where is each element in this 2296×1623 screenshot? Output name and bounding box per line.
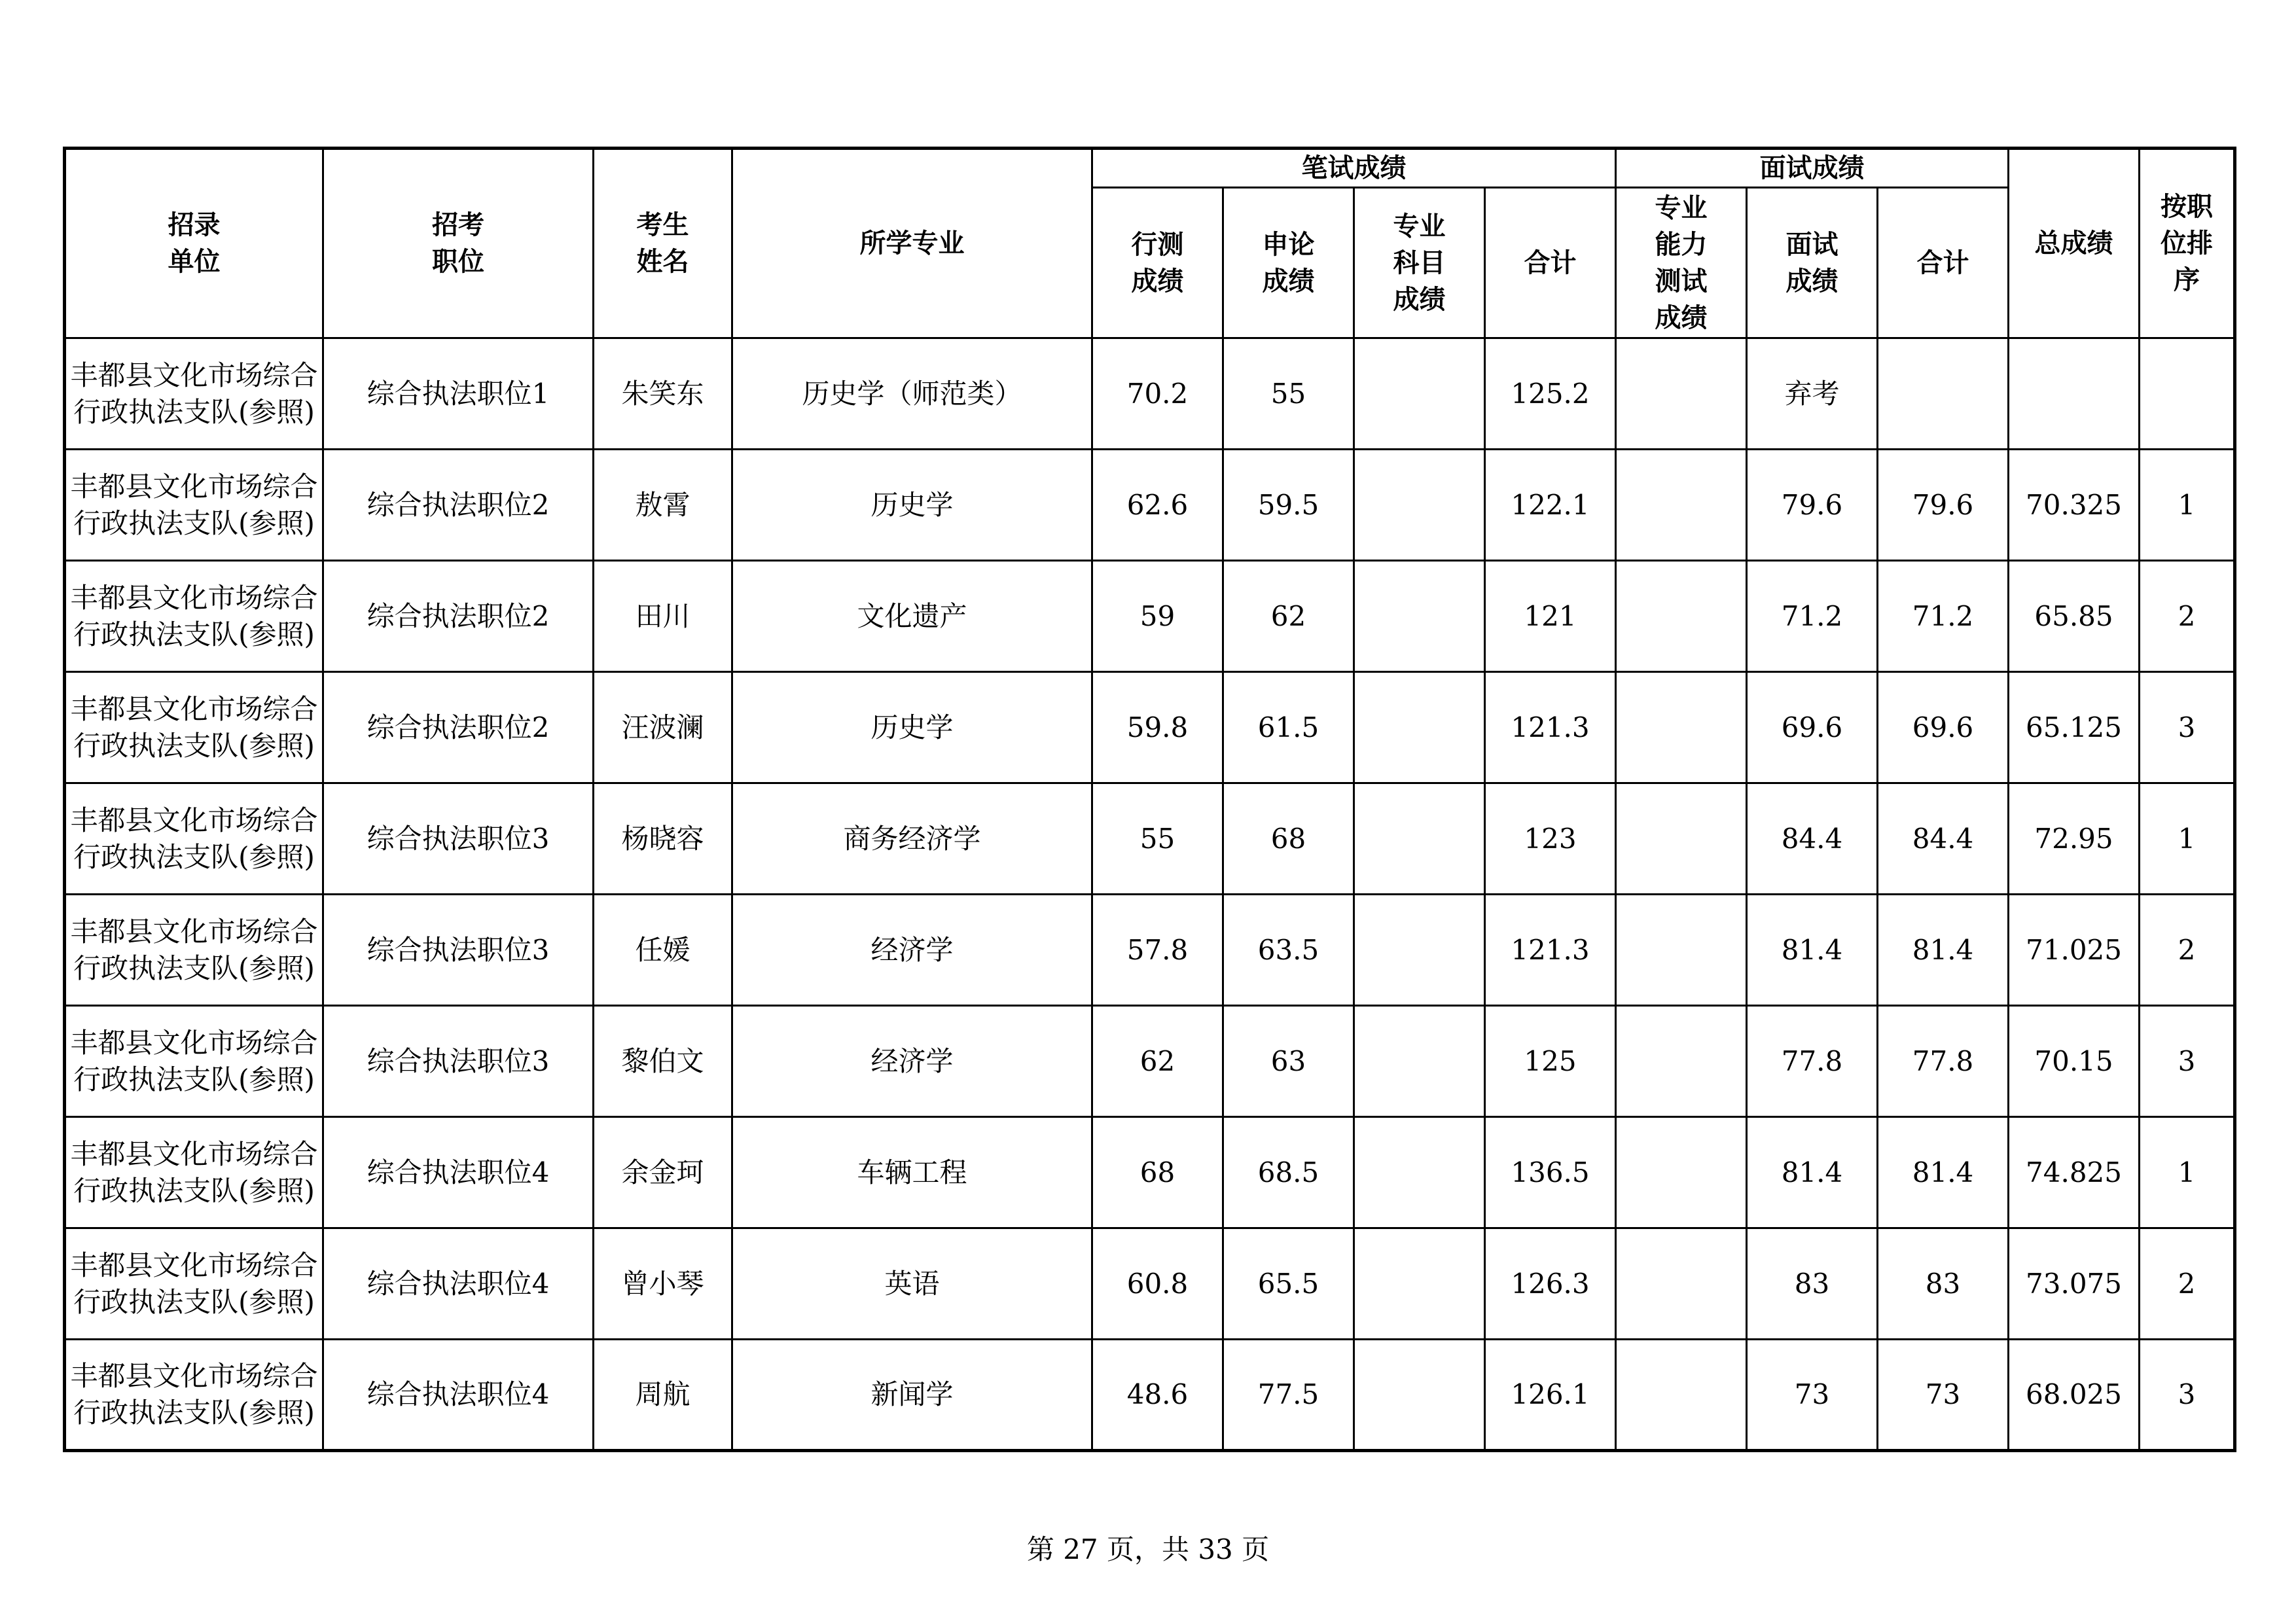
cell-interview: 71.2 [1747,561,1878,672]
cell-shenlun: 63.5 [1223,895,1354,1006]
cell-xingce: 59 [1092,561,1223,672]
cell-position: 综合执法职位4 [323,1340,594,1451]
cell-shenlun: 77.5 [1223,1340,1354,1451]
cell-subject [1354,450,1485,561]
cell-major: 经济学 [732,895,1092,1006]
cell-rank: 2 [2140,895,2235,1006]
cell-total: 73.075 [2009,1228,2140,1340]
cell-subject [1354,672,1485,783]
header-shenlun: 申论 成绩 [1223,188,1354,338]
header-major: 所学专业 [732,149,1092,338]
cell-name: 敖霄 [594,450,732,561]
cell-name: 曾小琴 [594,1228,732,1340]
cell-written-total: 121 [1485,561,1616,672]
cell-major: 历史学（师范类） [732,338,1092,450]
cell-ability [1616,895,1747,1006]
cell-total: 72.95 [2009,783,2140,895]
cell-interview: 81.4 [1747,895,1878,1006]
cell-interview-total: 73 [1878,1340,2009,1451]
cell-major: 商务经济学 [732,783,1092,895]
cell-ability [1616,338,1747,450]
header-subject: 专业 科目 成绩 [1354,188,1485,338]
table-row [65,561,2235,672]
cell-interview-total: 79.6 [1878,450,2009,561]
cell-written-total: 121.3 [1485,672,1616,783]
cell-interview-total: 81.4 [1878,895,2009,1006]
cell-total: 70.325 [2009,450,2140,561]
cell-shenlun: 63 [1223,1006,1354,1117]
score-table [63,147,2236,1452]
cell-name: 黎伯文 [594,1006,732,1117]
header-name: 考生 姓名 [594,149,732,338]
header-written-group: 笔试成绩 [1092,149,1616,188]
cell-total: 70.15 [2009,1006,2140,1117]
cell-interview: 81.4 [1747,1117,1878,1228]
cell-interview-total: 84.4 [1878,783,2009,895]
cell-interview: 73 [1747,1340,1878,1451]
cell-rank: 1 [2140,450,2235,561]
cell-interview-total: 71.2 [1878,561,2009,672]
cell-shenlun: 68.5 [1223,1117,1354,1228]
cell-xingce: 55 [1092,783,1223,895]
page-footer: 第 27 页，共 33 页 [1026,1533,1270,1565]
cell-written-total: 123 [1485,783,1616,895]
cell-major: 经济学 [732,1006,1092,1117]
header-unit: 招录 单位 [65,149,323,338]
cell-interview-total: 81.4 [1878,1117,2009,1228]
cell-major: 历史学 [732,672,1092,783]
cell-ability [1616,450,1747,561]
table-row [65,783,2235,895]
header-interview-group: 面试成绩 [1616,149,2009,188]
cell-ability [1616,1340,1747,1451]
cell-written-total: 121.3 [1485,895,1616,1006]
cell-rank [2140,338,2235,450]
cell-interview: 84.4 [1747,783,1878,895]
cell-rank: 3 [2140,1006,2235,1117]
cell-unit: 丰都县文化市场综合行政执法支队(参照) [65,672,323,783]
cell-interview: 69.6 [1747,672,1878,783]
cell-shenlun: 61.5 [1223,672,1354,783]
cell-xingce: 59.8 [1092,672,1223,783]
cell-major: 新闻学 [732,1340,1092,1451]
cell-total: 71.025 [2009,895,2140,1006]
cell-interview-total: 83 [1878,1228,2009,1340]
cell-unit: 丰都县文化市场综合行政执法支队(参照) [65,338,323,450]
header-interview: 面试 成绩 [1747,188,1878,338]
cell-position: 综合执法职位3 [323,783,594,895]
cell-position: 综合执法职位1 [323,338,594,450]
cell-subject [1354,1006,1485,1117]
cell-written-total: 125 [1485,1006,1616,1117]
cell-xingce: 57.8 [1092,895,1223,1006]
cell-total: 74.825 [2009,1117,2140,1228]
cell-position: 综合执法职位2 [323,561,594,672]
cell-ability [1616,1006,1747,1117]
cell-shenlun: 68 [1223,783,1354,895]
cell-shenlun: 65.5 [1223,1228,1354,1340]
cell-xingce: 68 [1092,1117,1223,1228]
cell-written-total: 126.1 [1485,1340,1616,1451]
cell-shenlun: 59.5 [1223,450,1354,561]
cell-position: 综合执法职位3 [323,895,594,1006]
cell-unit: 丰都县文化市场综合行政执法支队(参照) [65,1006,323,1117]
cell-position: 综合执法职位4 [323,1117,594,1228]
cell-ability [1616,1228,1747,1340]
cell-name: 朱笑东 [594,338,732,450]
cell-rank: 1 [2140,783,2235,895]
cell-unit: 丰都县文化市场综合行政执法支队(参照) [65,1117,323,1228]
cell-major: 英语 [732,1228,1092,1340]
cell-interview-total: 69.6 [1878,672,2009,783]
cell-ability [1616,783,1747,895]
cell-name: 汪波澜 [594,672,732,783]
header-rank: 按职 位排 序 [2140,149,2235,338]
cell-ability [1616,1117,1747,1228]
header-interview-total: 合计 [1878,188,2009,338]
cell-position: 综合执法职位3 [323,1006,594,1117]
cell-position: 综合执法职位4 [323,1228,594,1340]
cell-unit: 丰都县文化市场综合行政执法支队(参照) [65,1340,323,1451]
cell-unit: 丰都县文化市场综合行政执法支队(参照) [65,1228,323,1340]
cell-interview: 弃考 [1747,338,1878,450]
cell-unit: 丰都县文化市场综合行政执法支队(参照) [65,783,323,895]
table-row [65,338,2235,450]
cell-unit: 丰都县文化市场综合行政执法支队(参照) [65,561,323,672]
cell-subject [1354,338,1485,450]
cell-subject [1354,561,1485,672]
cell-interview-total [1878,338,2009,450]
cell-name: 任媛 [594,895,732,1006]
cell-interview: 83 [1747,1228,1878,1340]
cell-written-total: 126.3 [1485,1228,1616,1340]
cell-subject [1354,1228,1485,1340]
cell-ability [1616,672,1747,783]
header-xingce: 行测 成绩 [1092,188,1223,338]
table-row [65,1117,2235,1228]
table-row [65,1006,2235,1117]
table-row [65,1228,2235,1340]
cell-xingce: 62.6 [1092,450,1223,561]
cell-total: 65.85 [2009,561,2140,672]
cell-xingce: 48.6 [1092,1340,1223,1451]
cell-position: 综合执法职位2 [323,450,594,561]
cell-major: 历史学 [732,450,1092,561]
cell-major: 文化遗产 [732,561,1092,672]
cell-xingce: 62 [1092,1006,1223,1117]
cell-position: 综合执法职位2 [323,672,594,783]
cell-name: 杨晓容 [594,783,732,895]
cell-subject [1354,1340,1485,1451]
cell-total [2009,338,2140,450]
cell-name: 周航 [594,1340,732,1451]
cell-unit: 丰都县文化市场综合行政执法支队(参照) [65,895,323,1006]
cell-interview: 79.6 [1747,450,1878,561]
header-ability: 专业 能力 测试 成绩 [1616,188,1747,338]
table-row [65,895,2235,1006]
cell-rank: 3 [2140,1340,2235,1451]
header-total: 总成绩 [2009,149,2140,338]
table-body [65,338,2235,1451]
cell-subject [1354,783,1485,895]
table-row [65,1340,2235,1451]
cell-written-total: 122.1 [1485,450,1616,561]
cell-interview: 77.8 [1747,1006,1878,1117]
cell-written-total: 136.5 [1485,1117,1616,1228]
cell-xingce: 70.2 [1092,338,1223,450]
cell-name: 田川 [594,561,732,672]
cell-rank: 3 [2140,672,2235,783]
table-row [65,672,2235,783]
cell-written-total: 125.2 [1485,338,1616,450]
cell-shenlun: 62 [1223,561,1354,672]
cell-rank: 1 [2140,1117,2235,1228]
table-row [65,450,2235,561]
cell-xingce: 60.8 [1092,1228,1223,1340]
cell-major: 车辆工程 [732,1117,1092,1228]
header-written-total: 合计 [1485,188,1616,338]
cell-shenlun: 55 [1223,338,1354,450]
cell-rank: 2 [2140,1228,2235,1340]
cell-interview-total: 77.8 [1878,1006,2009,1117]
cell-name: 余金珂 [594,1117,732,1228]
cell-total: 68.025 [2009,1340,2140,1451]
cell-subject [1354,1117,1485,1228]
cell-ability [1616,561,1747,672]
cell-total: 65.125 [2009,672,2140,783]
header-position: 招考 职位 [323,149,594,338]
cell-unit: 丰都县文化市场综合行政执法支队(参照) [65,450,323,561]
cell-subject [1354,895,1485,1006]
cell-rank: 2 [2140,561,2235,672]
